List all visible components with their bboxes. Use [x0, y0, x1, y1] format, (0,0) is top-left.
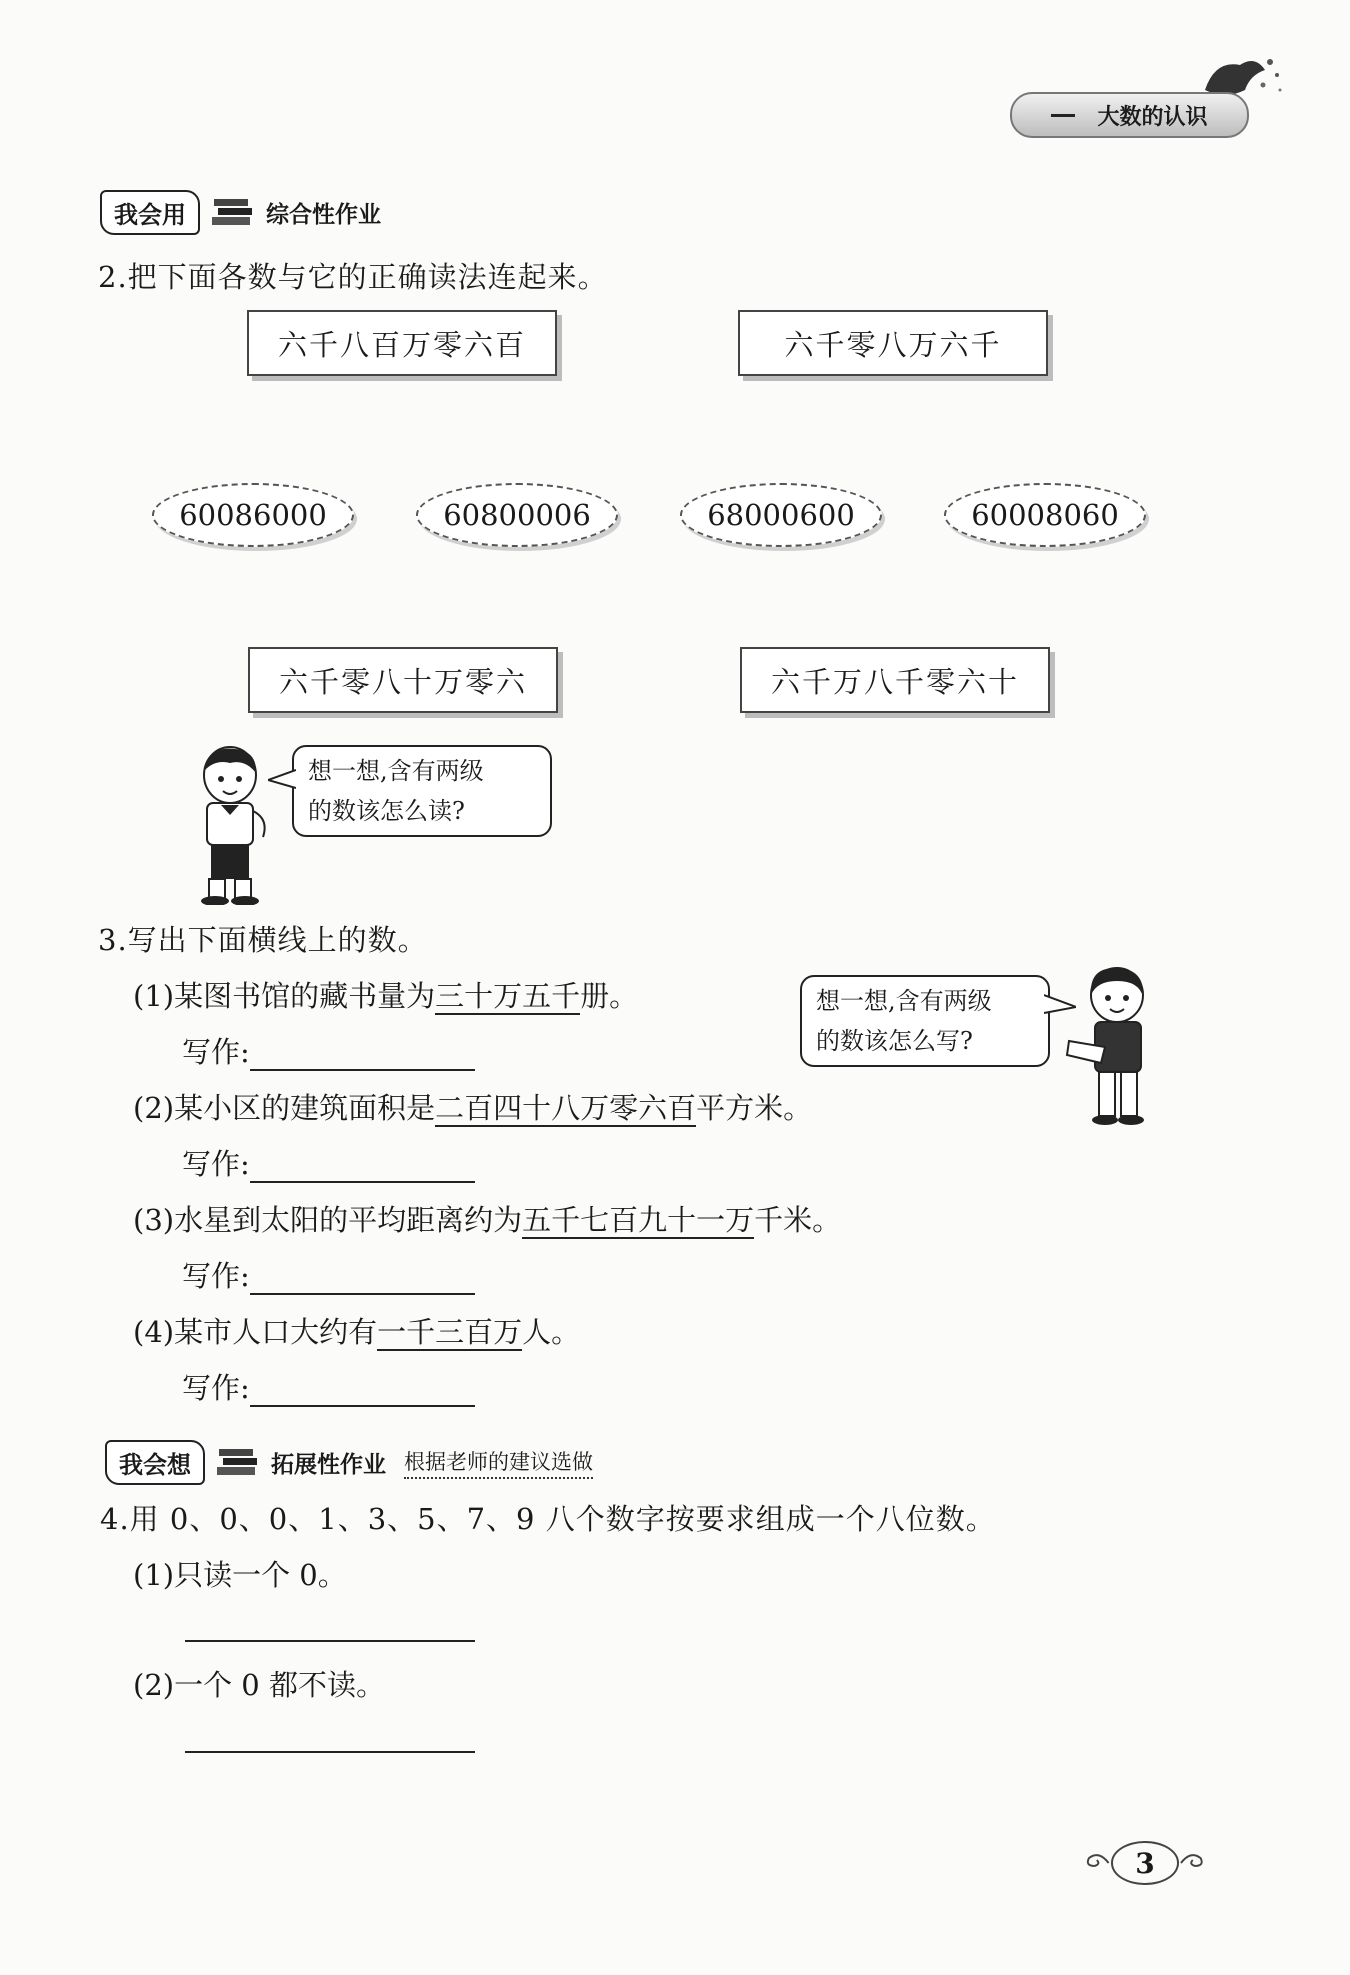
question-2-title: 2.把下面各数与它的正确读法连起来。 [98, 260, 608, 294]
chapter-tab [1010, 92, 1249, 138]
q3-item-4-pre: (4)某市人口大约有 [133, 1315, 378, 1349]
speech-bubble-write [800, 975, 1050, 1067]
q3-item-2-underlined: 二百四十八万零六百 [435, 1091, 697, 1125]
answer-blank-1[interactable] [250, 1039, 475, 1071]
q3-item-3-pre: (3)水星到太阳的平均距离约为 [133, 1203, 523, 1237]
q3-item-4-underlined: 一千三百万 [377, 1315, 523, 1349]
scroll-ornament-right [1179, 1848, 1205, 1878]
q4-item-1: (1)只读一个 0。 [133, 1558, 347, 1592]
q3-item-2-post: 平方米。 [696, 1091, 813, 1125]
bubble-line-1: 想一想,含有两级 [816, 987, 992, 1015]
books-icon [215, 1445, 261, 1481]
boy-illustration [185, 745, 275, 905]
section-header-1 [100, 190, 381, 235]
q3-item-3-answer [182, 1254, 475, 1295]
q3-item-2 [133, 1086, 812, 1127]
section-tag: 我会用 [100, 190, 200, 235]
answer-line-1[interactable] [185, 1640, 475, 1642]
write-label: 写作: [182, 1035, 250, 1069]
bubble-line-1: 想一想,含有两级 [308, 757, 484, 785]
q3-item-4 [133, 1310, 580, 1351]
question-4-title: 4.用 0、0、0、1、3、5、7、9 八个数字按要求组成一个八位数。 [100, 1502, 996, 1536]
answer-blank-3[interactable] [250, 1263, 475, 1295]
number-oval-3: 68000600 [680, 483, 882, 547]
page-number: 3 [1111, 1841, 1180, 1885]
write-label: 写作: [182, 1259, 250, 1293]
speech-bubble-read [292, 745, 552, 837]
number-oval-2: 60800006 [416, 483, 618, 547]
q3-item-1-pre: (1)某图书馆的藏书量为 [133, 979, 436, 1013]
write-label: 写作: [182, 1147, 250, 1181]
q3-item-1 [133, 974, 638, 1015]
reading-box-2: 六千零八万六千 [738, 310, 1048, 376]
q3-item-3 [133, 1198, 841, 1239]
answer-line-2[interactable] [185, 1751, 475, 1753]
section-type: 综合性作业 [266, 202, 381, 228]
reading-box-3: 六千零八十万零六 [248, 647, 558, 713]
q3-item-2-answer [182, 1142, 475, 1183]
bubble-tail-left [268, 768, 296, 790]
answer-blank-2[interactable] [250, 1151, 475, 1183]
q3-item-3-underlined: 五千七百九十一万 [522, 1203, 755, 1237]
bubble-line-2: 的数该怎么读? [308, 797, 465, 825]
q3-item-1-answer [182, 1030, 475, 1071]
reading-box-4: 六千万八千零六十 [740, 647, 1050, 713]
q3-item-1-underlined: 三十万五千 [435, 979, 581, 1013]
write-label: 写作: [182, 1371, 250, 1405]
q3-item-3-post: 千米。 [754, 1203, 842, 1237]
answer-blank-4[interactable] [250, 1375, 475, 1407]
chapter-dash [1051, 114, 1075, 117]
q3-item-2-pre: (2)某小区的建筑面积是 [133, 1091, 436, 1125]
number-oval-4: 60008060 [944, 483, 1146, 547]
chapter-title: 大数的认识 [1097, 104, 1208, 130]
section-tag: 我会想 [105, 1440, 205, 1485]
scroll-ornament-left [1085, 1848, 1111, 1878]
q3-item-1-post: 册。 [580, 979, 639, 1013]
section-header-2 [105, 1440, 593, 1485]
section-type: 拓展性作业 [271, 1452, 386, 1478]
question-3-title: 3.写出下面横线上的数。 [98, 923, 428, 957]
number-oval-1: 60086000 [152, 483, 354, 547]
section-note: 根据老师的建议选做 [404, 1446, 593, 1479]
bubble-line-2: 的数该怎么写? [816, 1027, 973, 1055]
q3-item-4-answer [182, 1366, 475, 1407]
reading-box-1: 六千八百万零六百 [247, 310, 557, 376]
girl-illustration [1065, 965, 1165, 1130]
books-icon [210, 195, 256, 231]
q3-item-4-post: 人。 [522, 1315, 581, 1349]
page-number-ornament [1085, 1840, 1205, 1886]
q4-item-2: (2)一个 0 都不读。 [133, 1668, 385, 1702]
